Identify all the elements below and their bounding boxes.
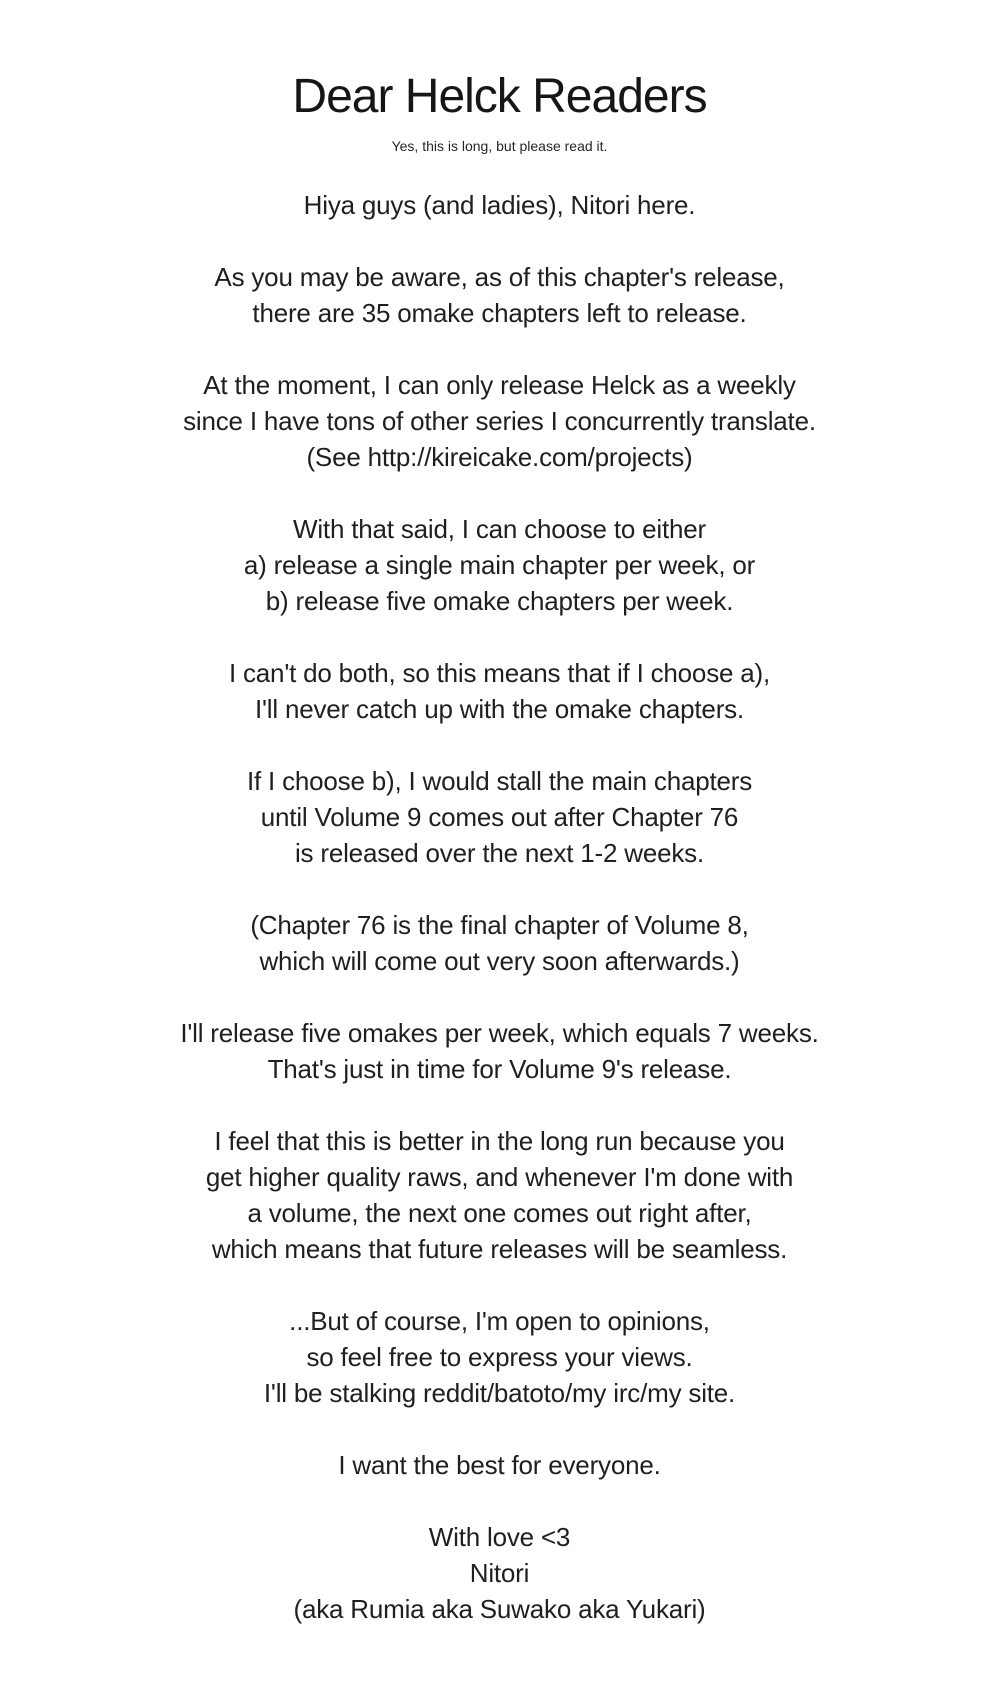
text-line: is released over the next 1-2 weeks. bbox=[294, 838, 705, 868]
paragraph-reasoning bbox=[0, 1123, 999, 1267]
text-line: I want the best for everyone. bbox=[338, 1450, 661, 1480]
text-line: As you may be aware, as of this chapter's release, bbox=[214, 262, 785, 292]
paragraph-open-to-opinions bbox=[0, 1303, 999, 1411]
paragraph-choice-a-consequence bbox=[0, 655, 999, 727]
text-line: a volume, the next one comes out right after, bbox=[247, 1198, 752, 1228]
text-line: I can't do both, so this means that if I choose a), bbox=[228, 658, 771, 688]
paragraph-chapter-76-note bbox=[0, 907, 999, 979]
text-line: If I choose b), I would stall the main chapters bbox=[246, 766, 753, 796]
text-line-signature-name: Nitori bbox=[469, 1558, 530, 1588]
text-line: get higher quality raws, and whenever I'm done with bbox=[205, 1162, 794, 1192]
text-line: there are 35 omake chapters left to release. bbox=[252, 298, 747, 328]
text-line: I feel that this is better in the long run because you bbox=[214, 1126, 785, 1156]
page-subtitle: Yes, this is long, but please read it. bbox=[391, 138, 608, 154]
paragraph-weekly-release bbox=[0, 367, 999, 475]
text-line: since I have tons of other series I concurrently translate. bbox=[183, 406, 816, 436]
paragraph-signature bbox=[0, 1519, 999, 1627]
page-title: Dear Helck Readers bbox=[292, 70, 707, 123]
paragraph-choice-b-consequence bbox=[0, 763, 999, 871]
text-line: I'll be stalking reddit/batoto/my irc/my site. bbox=[263, 1378, 736, 1408]
paragraph-best-for-everyone bbox=[0, 1447, 999, 1483]
text-line: Hiya guys (and ladies), Nitori here. bbox=[303, 190, 696, 220]
text-line-option-a: a) release a single main chapter per week, or bbox=[243, 550, 756, 580]
text-line: That's just in time for Volume 9's release. bbox=[267, 1054, 732, 1084]
text-line: At the moment, I can only release Helck as a weekly bbox=[203, 370, 796, 400]
text-line: which means that future releases will be seamless. bbox=[211, 1234, 788, 1264]
text-line-aliases: (aka Rumia aka Suwako aka Yukari) bbox=[293, 1594, 706, 1624]
text-line-url: (See http://kireicake.com/projects) bbox=[306, 442, 693, 472]
text-line: I'll never catch up with the omake chapters. bbox=[255, 694, 744, 724]
text-line: which will come out very soon afterwards.) bbox=[259, 946, 740, 976]
paragraph-greeting bbox=[0, 187, 999, 223]
text-line: I'll release five omakes per week, which equals 7 weeks. bbox=[180, 1018, 819, 1048]
text-line-with-love: With love <3 bbox=[428, 1522, 571, 1552]
text-line: so feel free to express your views. bbox=[306, 1342, 693, 1372]
text-line: until Volume 9 comes out after Chapter 76 bbox=[260, 802, 739, 832]
paragraph-choices bbox=[0, 511, 999, 619]
letter-body bbox=[0, 187, 999, 1627]
text-line-option-b: b) release five omake chapters per week. bbox=[265, 586, 734, 616]
paragraph-release-plan bbox=[0, 1015, 999, 1087]
paragraph-omake-count bbox=[0, 259, 999, 331]
text-line: (Chapter 76 is the final chapter of Volume 8, bbox=[250, 910, 749, 940]
text-line: ...But of course, I'm open to opinions, bbox=[289, 1306, 710, 1336]
text-line: With that said, I can choose to either bbox=[293, 514, 706, 544]
